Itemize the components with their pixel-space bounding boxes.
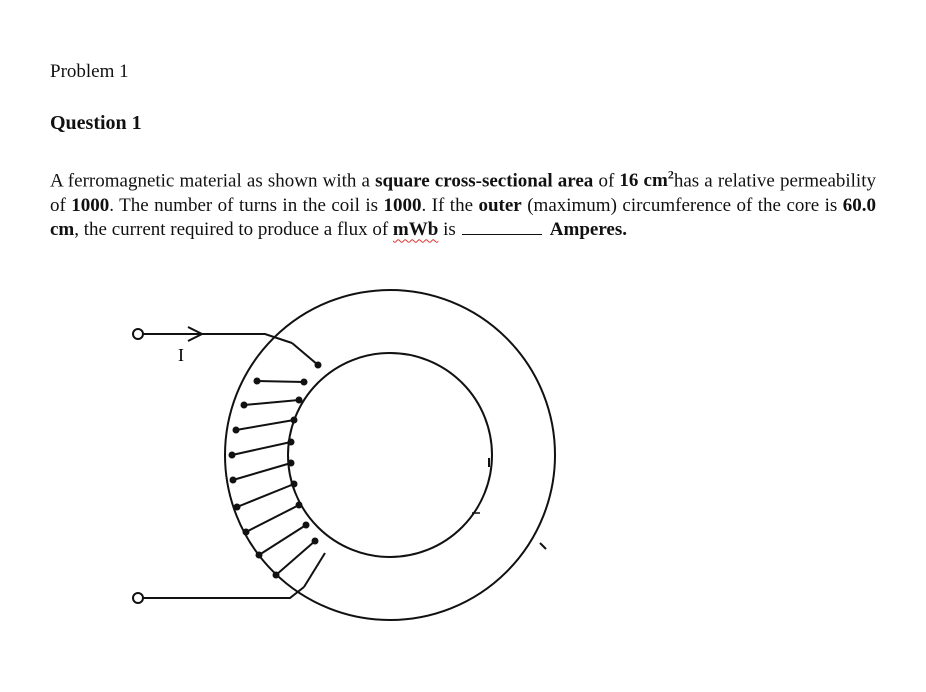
- current-label: I: [178, 345, 184, 365]
- text-segment: . The number of turns in the coil is: [109, 194, 384, 216]
- toroid-figure: [60, 285, 590, 625]
- text-bold-segment: Amperes.: [549, 219, 627, 241]
- terminal-bottom: [133, 593, 143, 603]
- winding-dot: [254, 378, 261, 385]
- text-segment: of: [593, 170, 620, 192]
- text-segment: , the current required to produce a flux of: [74, 219, 393, 241]
- winding-dot: [256, 552, 263, 559]
- winding-dot: [288, 460, 295, 467]
- winding-dot: [301, 379, 308, 386]
- winding-turn: [304, 553, 325, 587]
- winding-turn: [237, 484, 294, 507]
- winding-dot: [229, 452, 236, 459]
- winding-turn: [244, 400, 299, 405]
- core-tick: [540, 543, 546, 549]
- core-inner-circle: [288, 353, 492, 557]
- text-bold-segment: square cross-sectional area: [375, 170, 594, 192]
- text-bold-segment: [619, 170, 673, 191]
- turns-value: 1000: [383, 194, 422, 216]
- winding-dot: [288, 439, 295, 446]
- permeability-value: 1000: [71, 194, 110, 216]
- text-segment: (maximum) circumference of the core is: [521, 194, 843, 216]
- winding-dot: [234, 504, 241, 511]
- winding-turn: [259, 525, 306, 555]
- output-lead: [143, 587, 304, 598]
- flux-unit: mWb: [392, 219, 439, 241]
- question-text: [50, 163, 876, 243]
- winding-turn: [246, 505, 299, 532]
- winding-turn: [236, 420, 294, 430]
- winding-dot: [241, 402, 248, 409]
- winding-turn: [276, 541, 315, 575]
- winding-dot: [303, 522, 310, 529]
- winding-dot: [291, 417, 298, 424]
- winding-dot: [273, 572, 280, 579]
- terminal-top: [133, 329, 143, 339]
- text-segment: has a relative permeability of: [50, 170, 876, 216]
- area-value: 16 cm: [619, 170, 668, 192]
- text-segment: . If the: [421, 194, 479, 216]
- winding-dot: [291, 481, 298, 488]
- winding-dot: [315, 362, 322, 369]
- winding-dot: [233, 427, 240, 434]
- winding-turn: [232, 442, 291, 455]
- winding-dot: [230, 477, 237, 484]
- winding-turn: [292, 343, 318, 365]
- text-bold-segment: outer: [478, 194, 522, 216]
- area-exponent: 2: [667, 168, 674, 182]
- core-outer-circle: [225, 290, 555, 620]
- text-segment: is: [438, 219, 456, 241]
- coil-windings: [232, 343, 325, 587]
- circumference-value: 60.0 cm: [50, 194, 877, 241]
- winding-dot: [296, 502, 303, 509]
- winding-dot: [296, 397, 303, 404]
- text-segment: A ferromagnetic material as shown with a: [50, 170, 376, 192]
- question-title: Question 1: [50, 112, 142, 134]
- winding-dot: [312, 538, 319, 545]
- problem-title: Problem 1: [50, 61, 129, 82]
- winding-turn: [257, 381, 304, 382]
- winding-dot: [243, 529, 250, 536]
- answer-blank[interactable]: [462, 220, 542, 235]
- winding-turn: [233, 463, 291, 480]
